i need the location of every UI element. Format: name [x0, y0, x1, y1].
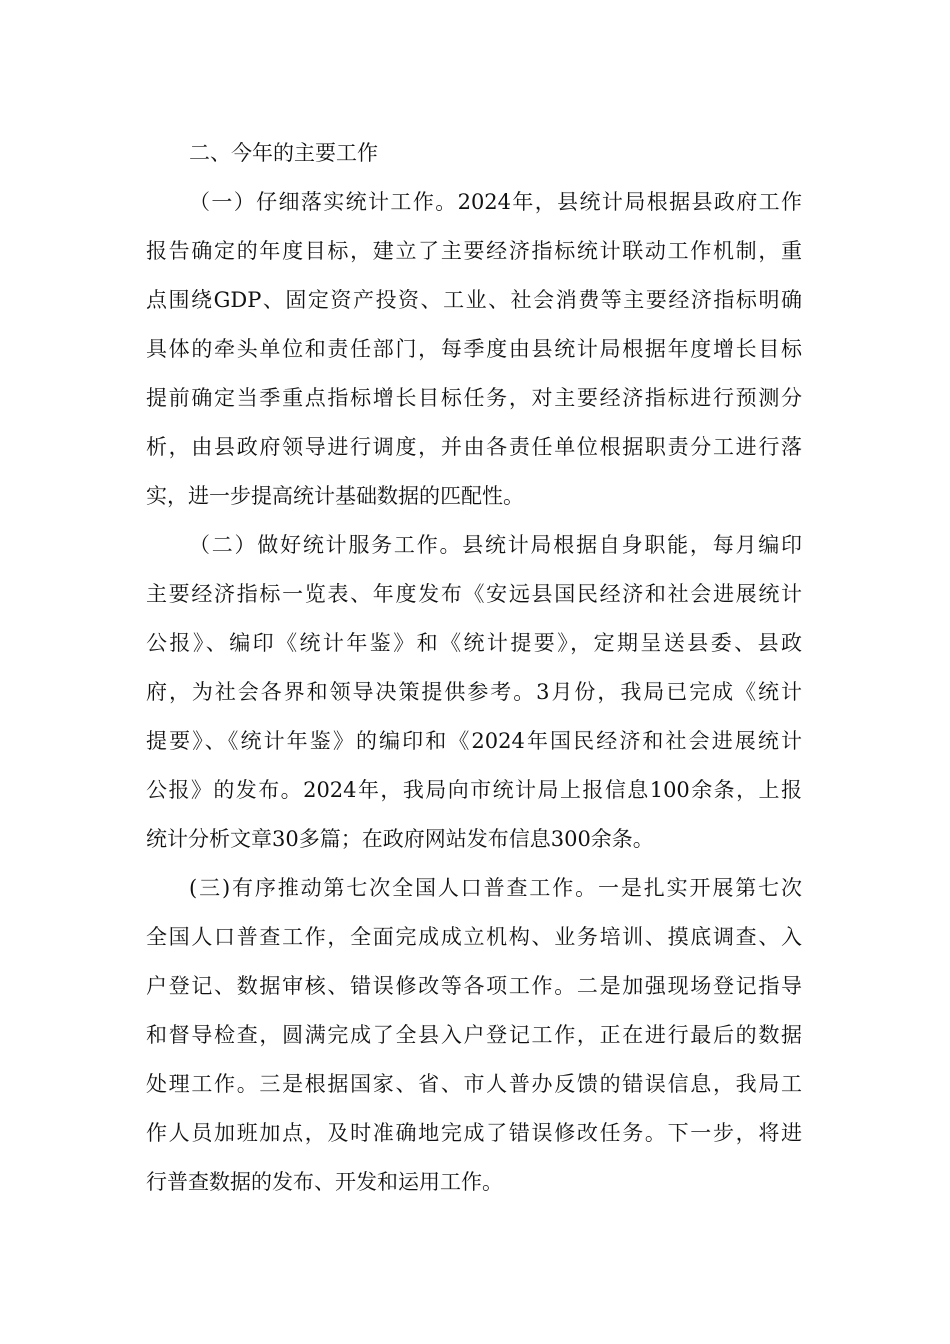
- paragraph-line: 提前确定当季重点指标增长目标任务，对主要经济指标进行预测分: [146, 386, 802, 410]
- paragraph-line: 行普查数据的发布、开发和运用工作。: [146, 1170, 503, 1194]
- paragraph-line: 作人员加班加点，及时准确地完成了错误修改任务。下一步，将进: [146, 1121, 802, 1145]
- paragraph-line: 具体的牵头单位和责任部门，每季度由县统计局根据年度增长目标: [146, 337, 802, 361]
- paragraph-line: 实，进一步提高统计基础数据的匹配性。: [146, 484, 524, 508]
- paragraph-line: 处理工作。三是根据国家、省、市人普办反馈的错误信息，我局工: [146, 1072, 802, 1096]
- paragraph-line: 统计分析文章30多篇；在政府网站发布信息300余条。: [146, 827, 654, 851]
- paragraph-line: 府，为社会各界和领导决策提供参考。3月份，我局已完成《统计: [146, 680, 802, 704]
- paragraph-line: (三)有序推动第七次全国人口普查工作。一是扎实开展第七次: [189, 876, 802, 900]
- paragraph-line: 全国人口普查工作，全面完成成立机构、业务培训、摸底调查、入: [146, 925, 802, 949]
- paragraph-3: [146, 864, 802, 1207]
- paragraph-line: 报告确定的年度目标，建立了主要经济指标统计联动工作机制，重: [146, 239, 802, 263]
- paragraph-line: 主要经济指标一览表、年度发布《安远县国民经济和社会进展统计: [146, 582, 802, 606]
- document-body: [146, 129, 802, 1207]
- paragraph-line: 公报》、编印《统计年鉴》和《统计提要》，定期呈送县委、县政: [146, 631, 802, 655]
- paragraph-line: 提要》、《统计年鉴》的编印和《2024年国民经济和社会进展统计: [146, 729, 802, 753]
- paragraph-1: [146, 178, 802, 521]
- paragraph-line: 点围绕GDP、固定资产投资、工业、社会消费等主要经济指标明确: [146, 288, 802, 312]
- paragraph-line: 公报》的发布。2024年，我局向市统计局上报信息100余条，上报: [146, 778, 802, 802]
- section-heading: 二、今年的主要工作: [189, 141, 378, 165]
- paragraph-line: 和督导检查，圆满完成了全县入户登记工作，正在进行最后的数据: [146, 1023, 802, 1047]
- paragraph-line: 析，由县政府领导进行调度，并由各责任单位根据职责分工进行落: [146, 435, 802, 459]
- paragraph-line: （二）做好统计服务工作。县统计局根据自身职能，每月编印: [189, 533, 802, 557]
- paragraph-line: （一）仔细落实统计工作。2024年，县统计局根据县政府工作: [189, 190, 802, 214]
- paragraph-line: 户登记、数据审核、错误修改等各项工作。二是加强现场登记指导: [146, 974, 802, 998]
- paragraph-2: [146, 521, 802, 864]
